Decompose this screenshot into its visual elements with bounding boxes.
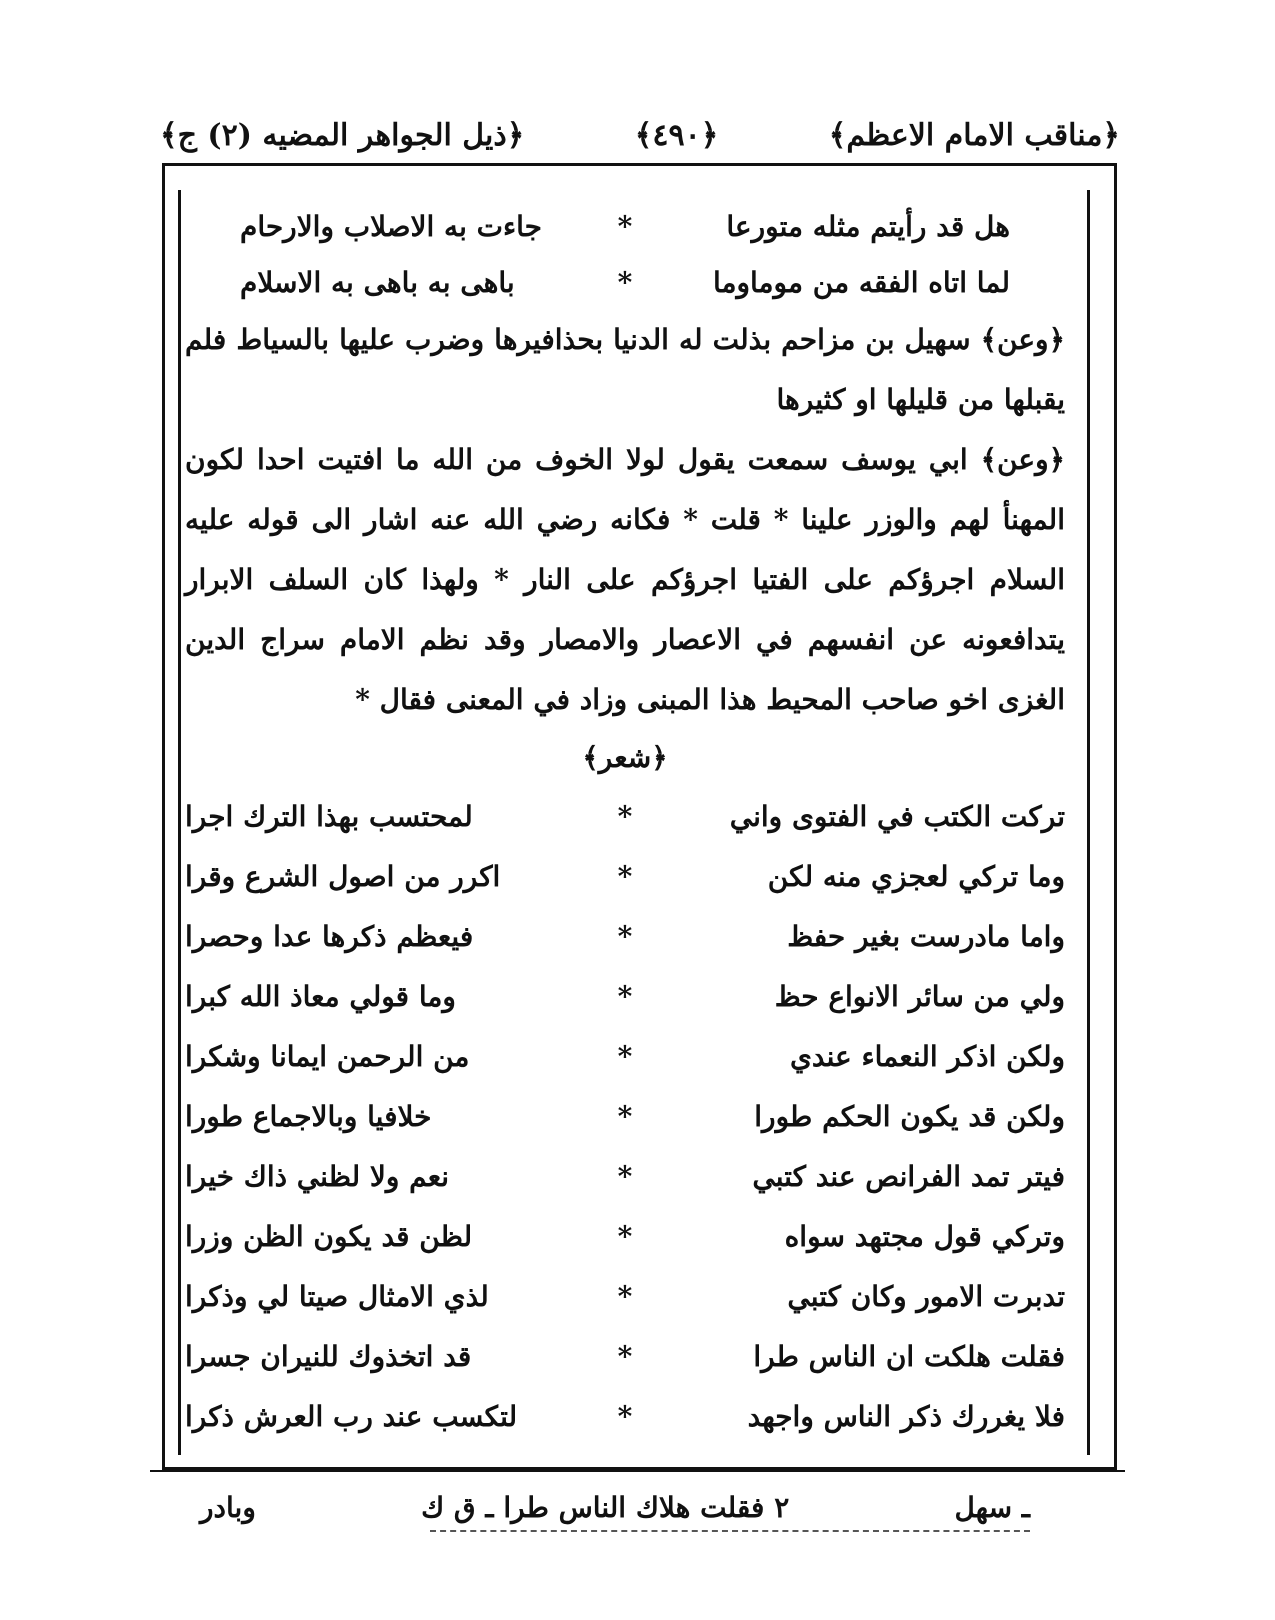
verse-second-hemistich: نعم ولا لظني ذاك خيرا bbox=[185, 1159, 450, 1193]
header-book-title: ﴿مناقب الامام الاعظم﴾ bbox=[828, 117, 1120, 153]
verse-first-hemistich: ولكن قد يكون الحكم طورا bbox=[754, 1099, 1065, 1133]
running-header bbox=[160, 110, 1120, 160]
bottom-rule bbox=[150, 1470, 1125, 1472]
verse-separator: * bbox=[617, 1339, 633, 1373]
verse-second-hemistich: لذي الامثال صيتا لي وذكرا bbox=[185, 1279, 489, 1313]
verse-line bbox=[185, 198, 1065, 254]
verse-line bbox=[185, 1326, 1065, 1386]
intro-verses bbox=[185, 198, 1065, 310]
verse-second-hemistich: جاءت به الاصلاب والارحام bbox=[240, 209, 542, 243]
verse-separator: * bbox=[617, 1099, 633, 1133]
verse-line bbox=[185, 1146, 1065, 1206]
verse-first-hemistich: هل قد رأيتم مثله متورعا bbox=[726, 209, 1010, 243]
verse-separator: * bbox=[617, 859, 633, 893]
verse-second-hemistich: باهى به باهى به الاسلام bbox=[240, 265, 515, 299]
verse-line bbox=[185, 1206, 1065, 1266]
verse-second-hemistich: فيعظم ذكرها عدا وحصرا bbox=[185, 919, 474, 953]
verse-second-hemistich: اكرر من اصول الشرع وقرا bbox=[185, 859, 501, 893]
verse-separator: * bbox=[617, 799, 633, 833]
verse-second-hemistich: قد اتخذوك للنيران جسرا bbox=[185, 1339, 472, 1373]
verse-first-hemistich: تركت الكتب في الفتوى واني bbox=[729, 799, 1065, 833]
verse-line bbox=[185, 1386, 1065, 1446]
footnote-left-word: وبادر bbox=[200, 1490, 256, 1524]
verse-separator: * bbox=[617, 1159, 633, 1193]
header-page-number: ﴿٤٩٠﴾ bbox=[634, 117, 719, 153]
verse-second-hemistich: وما قولي معاذ الله كبرا bbox=[185, 979, 456, 1013]
verse-line bbox=[185, 1086, 1065, 1146]
prose-paragraph: ﴿وعن﴾ سهيل بن مزاحم بذلت له الدنيا بحذافيرها وضرب عليها بالسياط فلم يقبلها من قليلها او كثيرها bbox=[185, 323, 1065, 416]
verse-separator: * bbox=[617, 209, 633, 243]
verse-separator: * bbox=[617, 979, 633, 1013]
verse-separator: * bbox=[617, 265, 633, 299]
verse-first-hemistich: فقلت هلكت ان الناس طرا bbox=[753, 1339, 1065, 1373]
verse-separator: * bbox=[617, 1279, 633, 1313]
verse-first-hemistich: واما مادرست بغير حفظ bbox=[787, 919, 1065, 953]
poem-heading: ﴿شعر﴾ bbox=[582, 741, 668, 774]
header-volume-title: ﴿ذيل الجواهر المضيه (٢) ج﴾ bbox=[160, 117, 525, 153]
verse-first-hemistich: وتركي قول مجتهد سواه bbox=[784, 1219, 1065, 1253]
verse-first-hemistich: ولكن اذكر النعماء عندي bbox=[789, 1039, 1065, 1073]
verse-line bbox=[185, 254, 1065, 310]
footnote bbox=[200, 1482, 1030, 1532]
verse-line bbox=[185, 1266, 1065, 1326]
verse-separator: * bbox=[617, 1399, 633, 1433]
verse-line bbox=[185, 846, 1065, 906]
prose-paragraph: ﴿وعن﴾ ابي يوسف سمعت يقول لولا الخوف من الله ما افتيت احدا لكون المهنأ لهم والوزر علينا * قلت * فكانه رضي الله عنه اشار الى قوله عليه السلام اجرؤكم على الفتيا اجرؤكم على النار * ولهذا كان السلف الابرار يتدافعونه عن انفسهم في الاعصار والامصار وقد نظم الامام سراج الدين الغزى اخو صاحب المحيط هذا المبنى وزاد في المعنى فقال * bbox=[185, 443, 1065, 716]
footnote-rule bbox=[430, 1530, 1030, 1532]
footnote-text: ٢ فقلت هلاك الناس طرا ـ ق ك bbox=[421, 1490, 790, 1524]
verse-first-hemistich: فلا يغررك ذكر الناس واجهد bbox=[747, 1399, 1065, 1433]
verse-line bbox=[185, 1026, 1065, 1086]
verse-line bbox=[185, 966, 1065, 1026]
verse-second-hemistich: لمحتسب بهذا الترك اجرا bbox=[185, 799, 473, 833]
verse-first-hemistich: ولي من سائر الانواع حظ bbox=[774, 979, 1065, 1013]
verse-separator: * bbox=[617, 1219, 633, 1253]
verse-first-hemistich: لما اتاه الفقه من موماوما bbox=[712, 265, 1010, 299]
verse-line bbox=[185, 786, 1065, 846]
poem bbox=[185, 786, 1065, 1446]
footnote-right-word: ـ سهل bbox=[954, 1490, 1030, 1524]
verse-second-hemistich: خلافيا وبالاجماع طورا bbox=[185, 1099, 432, 1133]
verse-separator: * bbox=[617, 1039, 633, 1073]
prose-section bbox=[185, 310, 1065, 730]
verse-second-hemistich: لظن قد يكون الظن وزرا bbox=[185, 1219, 473, 1253]
page-body bbox=[185, 198, 1065, 1446]
verse-line bbox=[185, 906, 1065, 966]
verse-second-hemistich: لتكسب عند رب العرش ذكرا bbox=[185, 1399, 518, 1433]
verse-first-hemistich: فيتر تمد الفرانص عند كتبي bbox=[752, 1159, 1065, 1193]
verse-separator: * bbox=[617, 919, 633, 953]
verse-first-hemistich: تدبرت الامور وكان كتبي bbox=[787, 1279, 1065, 1313]
verse-second-hemistich: من الرحمن ايمانا وشكرا bbox=[185, 1039, 470, 1073]
verse-first-hemistich: وما تركي لعجزي منه لكن bbox=[767, 859, 1065, 893]
